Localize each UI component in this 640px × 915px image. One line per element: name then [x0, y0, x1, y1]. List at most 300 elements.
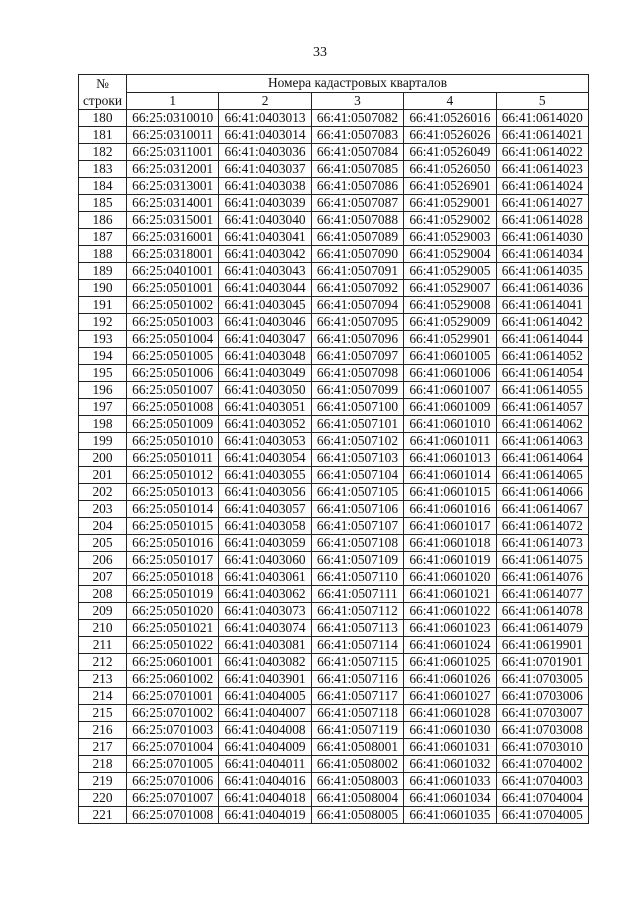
cadastral-number-cell: 66:25:0501019: [127, 586, 219, 603]
table-row: [79, 229, 589, 246]
row-number: 191: [79, 297, 127, 314]
cadastral-number-cell: 66:25:0701004: [127, 739, 219, 756]
cadastral-number-cell: 66:25:0501002: [127, 297, 219, 314]
cadastral-number-cell: 66:25:0501006: [127, 365, 219, 382]
cadastral-number-cell: 66:41:0507107: [311, 518, 403, 535]
cadastral-number-cell: 66:41:0507083: [311, 127, 403, 144]
cadastral-number-cell: 66:41:0601011: [404, 433, 496, 450]
cadastral-number-cell: 66:41:0507090: [311, 246, 403, 263]
cadastral-number-cell: 66:25:0315001: [127, 212, 219, 229]
cadastral-number-cell: 66:41:0529901: [404, 331, 496, 348]
cadastral-number-cell: 66:25:0501013: [127, 484, 219, 501]
cadastral-number-cell: 66:41:0507086: [311, 178, 403, 195]
cadastral-number-cell: 66:41:0403056: [219, 484, 311, 501]
number-symbol: №: [96, 76, 109, 91]
cadastral-number-cell: 66:41:0403081: [219, 637, 311, 654]
row-number: 200: [79, 450, 127, 467]
cadastral-number-cell: 66:41:0701901: [496, 654, 588, 671]
cadastral-number-cell: 66:41:0507116: [311, 671, 403, 688]
cadastral-number-cell: 66:41:0601021: [404, 586, 496, 603]
cadastral-number-cell: 66:41:0403061: [219, 569, 311, 586]
cadastral-number-cell: 66:41:0507087: [311, 195, 403, 212]
cadastral-number-cell: 66:41:0403044: [219, 280, 311, 297]
row-number: 182: [79, 144, 127, 161]
row-number: 199: [79, 433, 127, 450]
cadastral-number-cell: 66:41:0507112: [311, 603, 403, 620]
group-title: Номера кадастровых кварталов: [127, 75, 589, 93]
row-number: 210: [79, 620, 127, 637]
row-number: 190: [79, 280, 127, 297]
page-number: 33: [313, 45, 327, 60]
cadastral-number-cell: 66:25:0701005: [127, 756, 219, 773]
cadastral-number-cell: 66:41:0526901: [404, 178, 496, 195]
row-number: 203: [79, 501, 127, 518]
cadastral-number-cell: 66:41:0601023: [404, 620, 496, 637]
row-number: 218: [79, 756, 127, 773]
cadastral-number-cell: 66:41:0404011: [219, 756, 311, 773]
cadastral-number-cell: 66:25:0318001: [127, 246, 219, 263]
cadastral-number-cell: 66:41:0601034: [404, 790, 496, 807]
cadastral-number-cell: 66:25:0501001: [127, 280, 219, 297]
cadastral-number-cell: 66:41:0614024: [496, 178, 588, 195]
table-row: [79, 246, 589, 263]
cadastral-number-cell: 66:41:0403039: [219, 195, 311, 212]
column-number-header: 3: [311, 92, 403, 110]
cadastral-number-cell: 66:25:0501018: [127, 569, 219, 586]
row-number: 204: [79, 518, 127, 535]
table-row: [79, 535, 589, 552]
cadastral-number-cell: 66:25:0501004: [127, 331, 219, 348]
cadastral-number-cell: 66:41:0601010: [404, 416, 496, 433]
cadastral-number-cell: 66:41:0403041: [219, 229, 311, 246]
row-number: 196: [79, 382, 127, 399]
cadastral-number-cell: 66:41:0704002: [496, 756, 588, 773]
cadastral-number-cell: 66:41:0614072: [496, 518, 588, 535]
cadastral-number-cell: 66:41:0614020: [496, 110, 588, 127]
table-row: [79, 450, 589, 467]
cadastral-number-cell: 66:25:0701003: [127, 722, 219, 739]
cadastral-number-cell: 66:41:0601005: [404, 348, 496, 365]
cadastral-number-cell: 66:41:0601017: [404, 518, 496, 535]
cadastral-number-cell: 66:41:0507104: [311, 467, 403, 484]
cadastral-number-cell: 66:25:0701001: [127, 688, 219, 705]
cadastral-number-cell: 66:41:0403082: [219, 654, 311, 671]
row-number: 195: [79, 365, 127, 382]
cadastral-number-cell: 66:41:0526049: [404, 144, 496, 161]
cadastral-number-cell: 66:41:0529004: [404, 246, 496, 263]
cadastral-number-cell: 66:41:0614078: [496, 603, 588, 620]
cadastral-number-cell: 66:41:0601033: [404, 773, 496, 790]
cadastral-number-cell: 66:41:0703007: [496, 705, 588, 722]
table-row: [79, 314, 589, 331]
cadastral-number-cell: 66:41:0507115: [311, 654, 403, 671]
cadastral-number-cell: 66:41:0614041: [496, 297, 588, 314]
table-row: [79, 144, 589, 161]
cadastral-number-cell: 66:25:0501017: [127, 552, 219, 569]
table-row: [79, 161, 589, 178]
cadastral-number-cell: 66:41:0526016: [404, 110, 496, 127]
cadastral-number-cell: 66:25:0312001: [127, 161, 219, 178]
row-number: 186: [79, 212, 127, 229]
cadastral-number-cell: 66:41:0614076: [496, 569, 588, 586]
table-row: [79, 688, 589, 705]
row-number: 198: [79, 416, 127, 433]
cadastral-number-cell: 66:41:0404018: [219, 790, 311, 807]
cadastral-number-cell: 66:41:0507101: [311, 416, 403, 433]
cadastral-number-cell: 66:41:0703010: [496, 739, 588, 756]
cadastral-number-cell: 66:41:0507111: [311, 586, 403, 603]
table-row: [79, 399, 589, 416]
cadastral-number-cell: 66:41:0529001: [404, 195, 496, 212]
table-row: [79, 739, 589, 756]
row-number: 205: [79, 535, 127, 552]
cadastral-number-cell: 66:41:0601013: [404, 450, 496, 467]
cadastral-number-cell: 66:41:0403045: [219, 297, 311, 314]
cadastral-number-cell: 66:41:0529008: [404, 297, 496, 314]
cadastral-number-cell: 66:41:0403060: [219, 552, 311, 569]
cadastral-number-cell: 66:41:0507085: [311, 161, 403, 178]
cadastral-number-cell: 66:41:0508004: [311, 790, 403, 807]
table-row: [79, 297, 589, 314]
cadastral-number-cell: 66:41:0614030: [496, 229, 588, 246]
row-number: 220: [79, 790, 127, 807]
table-row: [79, 773, 589, 790]
row-number: 221: [79, 807, 127, 824]
row-number: 214: [79, 688, 127, 705]
row-number: 206: [79, 552, 127, 569]
cadastral-number-cell: 66:41:0704005: [496, 807, 588, 824]
cadastral-number-cell: 66:41:0507091: [311, 263, 403, 280]
row-number: 215: [79, 705, 127, 722]
cadastral-number-cell: 66:41:0403043: [219, 263, 311, 280]
cadastral-number-cell: 66:41:0507105: [311, 484, 403, 501]
cadastral-number-cell: 66:41:0404007: [219, 705, 311, 722]
table-row: [79, 790, 589, 807]
row-number: 180: [79, 110, 127, 127]
table-row: [79, 756, 589, 773]
cadastral-number-cell: 66:25:0701006: [127, 773, 219, 790]
cadastral-number-cell: 66:41:0614065: [496, 467, 588, 484]
row-number: 183: [79, 161, 127, 178]
row-number: 188: [79, 246, 127, 263]
cadastral-number-cell: 66:41:0703008: [496, 722, 588, 739]
cadastral-number-cell: 66:41:0507095: [311, 314, 403, 331]
cadastral-number-cell: 66:41:0601027: [404, 688, 496, 705]
cadastral-number-cell: 66:41:0529005: [404, 263, 496, 280]
cadastral-number-cell: 66:41:0614027: [496, 195, 588, 212]
cadastral-number-cell: 66:41:0614067: [496, 501, 588, 518]
cadastral-number-cell: 66:41:0403053: [219, 433, 311, 450]
row-number: 184: [79, 178, 127, 195]
table-row: [79, 722, 589, 739]
cadastral-number-cell: 66:41:0614034: [496, 246, 588, 263]
row-number: 202: [79, 484, 127, 501]
cadastral-number-cell: 66:25:0501009: [127, 416, 219, 433]
column-number-header: 2: [219, 92, 311, 110]
cadastral-number-cell: 66:41:0403051: [219, 399, 311, 416]
row-number: 216: [79, 722, 127, 739]
column-number-header: 4: [404, 92, 496, 110]
cadastral-number-cell: 66:41:0508001: [311, 739, 403, 756]
cadastral-number-cell: 66:25:0501010: [127, 433, 219, 450]
cadastral-number-cell: 66:41:0601006: [404, 365, 496, 382]
row-number: 219: [79, 773, 127, 790]
cadastral-number-cell: 66:25:0601002: [127, 671, 219, 688]
cadastral-number-cell: 66:41:0403059: [219, 535, 311, 552]
cadastral-number-cell: 66:41:0614079: [496, 620, 588, 637]
cadastral-number-cell: 66:41:0529002: [404, 212, 496, 229]
row-number: 193: [79, 331, 127, 348]
cadastral-number-cell: 66:41:0704003: [496, 773, 588, 790]
cadastral-number-cell: 66:41:0403073: [219, 603, 311, 620]
cadastral-number-cell: 66:25:0316001: [127, 229, 219, 246]
cadastral-number-cell: 66:41:0403036: [219, 144, 311, 161]
cadastral-number-cell: 66:41:0601022: [404, 603, 496, 620]
cadastral-number-cell: 66:41:0601018: [404, 535, 496, 552]
cadastral-number-cell: 66:41:0507114: [311, 637, 403, 654]
cadastral-number-cell: 66:25:0501011: [127, 450, 219, 467]
cadastral-number-cell: 66:41:0403048: [219, 348, 311, 365]
cadastral-number-cell: 66:41:0614023: [496, 161, 588, 178]
table-row: [79, 365, 589, 382]
cadastral-number-cell: 66:41:0507113: [311, 620, 403, 637]
table-row: [79, 348, 589, 365]
cadastral-number-cell: 66:25:0314001: [127, 195, 219, 212]
table-row: [79, 552, 589, 569]
cadastral-number-cell: 66:41:0614064: [496, 450, 588, 467]
cadastral-number-cell: 66:25:0401001: [127, 263, 219, 280]
cadastral-number-cell: 66:41:0508002: [311, 756, 403, 773]
row-number: 194: [79, 348, 127, 365]
cadastral-number-cell: 66:41:0507089: [311, 229, 403, 246]
table-row: [79, 518, 589, 535]
cadastral-number-cell: 66:41:0403042: [219, 246, 311, 263]
cadastral-number-cell: 66:41:0403074: [219, 620, 311, 637]
cadastral-number-cell: 66:25:0313001: [127, 178, 219, 195]
cadastral-number-cell: 66:41:0507097: [311, 348, 403, 365]
table-row: [79, 110, 589, 127]
table-row: [79, 195, 589, 212]
row-number: 189: [79, 263, 127, 280]
cadastral-number-cell: 66:41:0403049: [219, 365, 311, 382]
cadastral-number-cell: 66:41:0404008: [219, 722, 311, 739]
table-row: [79, 212, 589, 229]
row-number: 208: [79, 586, 127, 603]
cadastral-number-cell: 66:41:0601019: [404, 552, 496, 569]
cadastral-number-cell: 66:41:0507119: [311, 722, 403, 739]
cadastral-number-cell: 66:41:0507108: [311, 535, 403, 552]
cadastral-number-cell: 66:41:0614022: [496, 144, 588, 161]
row-number: 197: [79, 399, 127, 416]
cadastral-number-cell: 66:41:0614055: [496, 382, 588, 399]
cadastral-number-cell: 66:41:0507103: [311, 450, 403, 467]
cadastral-number-cell: 66:41:0614057: [496, 399, 588, 416]
cadastral-number-cell: 66:41:0601028: [404, 705, 496, 722]
table-row: [79, 467, 589, 484]
cadastral-number-cell: 66:41:0404005: [219, 688, 311, 705]
cadastral-number-cell: 66:41:0403013: [219, 110, 311, 127]
cadastral-number-cell: 66:41:0507088: [311, 212, 403, 229]
cadastral-number-cell: 66:41:0404009: [219, 739, 311, 756]
cadastral-number-cell: 66:41:0403055: [219, 467, 311, 484]
cadastral-number-cell: 66:41:0403054: [219, 450, 311, 467]
column-number-header: 1: [127, 92, 219, 110]
cadastral-number-cell: 66:41:0507096: [311, 331, 403, 348]
cadastral-number-cell: 66:41:0403062: [219, 586, 311, 603]
table-row: [79, 331, 589, 348]
cadastral-number-cell: 66:41:0507098: [311, 365, 403, 382]
cadastral-number-cell: 66:41:0529003: [404, 229, 496, 246]
cadastral-number-cell: 66:41:0601024: [404, 637, 496, 654]
table-row: [79, 637, 589, 654]
cadastral-number-cell: 66:25:0310010: [127, 110, 219, 127]
cadastral-number-cell: 66:41:0601026: [404, 671, 496, 688]
cadastral-number-cell: 66:41:0403052: [219, 416, 311, 433]
cadastral-number-cell: 66:41:0526050: [404, 161, 496, 178]
cadastral-number-cell: 66:41:0403040: [219, 212, 311, 229]
cadastral-number-cell: 66:41:0614042: [496, 314, 588, 331]
cadastral-number-cell: 66:41:0614073: [496, 535, 588, 552]
cadastral-number-cell: 66:41:0507106: [311, 501, 403, 518]
row-number: 212: [79, 654, 127, 671]
cadastral-number-cell: 66:41:0619901: [496, 637, 588, 654]
cadastral-table: [78, 74, 589, 824]
cadastral-number-cell: 66:41:0601007: [404, 382, 496, 399]
cadastral-number-cell: 66:41:0601015: [404, 484, 496, 501]
cadastral-number-cell: 66:41:0601025: [404, 654, 496, 671]
cadastral-number-cell: 66:25:0501008: [127, 399, 219, 416]
table-row: [79, 501, 589, 518]
cadastral-number-cell: 66:41:0507092: [311, 280, 403, 297]
cadastral-number-cell: 66:25:0501020: [127, 603, 219, 620]
cadastral-number-cell: 66:41:0507082: [311, 110, 403, 127]
cadastral-number-cell: 66:41:0704004: [496, 790, 588, 807]
cadastral-number-cell: 66:41:0601014: [404, 467, 496, 484]
cadastral-number-cell: 66:41:0601032: [404, 756, 496, 773]
cadastral-number-cell: 66:25:0311001: [127, 144, 219, 161]
row-number: 185: [79, 195, 127, 212]
cadastral-number-cell: 66:25:0501012: [127, 467, 219, 484]
cadastral-number-cell: 66:41:0507099: [311, 382, 403, 399]
table-row: [79, 620, 589, 637]
table-row: [79, 671, 589, 688]
row-number: 217: [79, 739, 127, 756]
cadastral-number-cell: 66:41:0526026: [404, 127, 496, 144]
cadastral-number-cell: 66:41:0507102: [311, 433, 403, 450]
cadastral-number-cell: 66:41:0507110: [311, 569, 403, 586]
column-number-header: 5: [496, 92, 588, 110]
cadastral-number-cell: 66:41:0601009: [404, 399, 496, 416]
row-number: 209: [79, 603, 127, 620]
cadastral-number-cell: 66:41:0601030: [404, 722, 496, 739]
cadastral-number-cell: 66:25:0701002: [127, 705, 219, 722]
row-number: 181: [79, 127, 127, 144]
cadastral-number-cell: 66:41:0614021: [496, 127, 588, 144]
cadastral-number-cell: 66:25:0501016: [127, 535, 219, 552]
cadastral-number-cell: 66:41:0601020: [404, 569, 496, 586]
cadastral-number-cell: 66:41:0529007: [404, 280, 496, 297]
table-row: [79, 127, 589, 144]
table-row: [79, 416, 589, 433]
cadastral-number-cell: 66:41:0614054: [496, 365, 588, 382]
cadastral-number-cell: 66:41:0507084: [311, 144, 403, 161]
cadastral-number-cell: 66:25:0501005: [127, 348, 219, 365]
cadastral-number-cell: 66:41:0403014: [219, 127, 311, 144]
cadastral-number-cell: 66:41:0614044: [496, 331, 588, 348]
cadastral-number-cell: 66:41:0529009: [404, 314, 496, 331]
cadastral-number-cell: 66:25:0701008: [127, 807, 219, 824]
cadastral-number-cell: 66:25:0501003: [127, 314, 219, 331]
cadastral-number-cell: 66:41:0614036: [496, 280, 588, 297]
cadastral-number-cell: 66:41:0507109: [311, 552, 403, 569]
cadastral-number-cell: 66:41:0404019: [219, 807, 311, 824]
cadastral-number-cell: 66:41:0403058: [219, 518, 311, 535]
row-number: 211: [79, 637, 127, 654]
cadastral-number-cell: 66:41:0403037: [219, 161, 311, 178]
table-row: [79, 433, 589, 450]
table-row: [79, 705, 589, 722]
table-row: [79, 484, 589, 501]
cadastral-number-cell: 66:25:0601001: [127, 654, 219, 671]
row-number: 192: [79, 314, 127, 331]
cadastral-number-cell: 66:41:0614062: [496, 416, 588, 433]
cadastral-number-cell: 66:41:0703005: [496, 671, 588, 688]
cadastral-number-cell: 66:25:0501007: [127, 382, 219, 399]
cadastral-number-cell: 66:41:0507094: [311, 297, 403, 314]
cadastral-number-cell: 66:41:0507117: [311, 688, 403, 705]
cadastral-number-cell: 66:41:0403057: [219, 501, 311, 518]
cadastral-number-cell: 66:41:0507100: [311, 399, 403, 416]
cadastral-number-cell: 66:41:0403046: [219, 314, 311, 331]
row-number-header: [79, 75, 127, 110]
cadastral-number-cell: 66:41:0508003: [311, 773, 403, 790]
cadastral-number-cell: 66:41:0403047: [219, 331, 311, 348]
cadastral-number-cell: 66:41:0614063: [496, 433, 588, 450]
cadastral-number-cell: 66:41:0614052: [496, 348, 588, 365]
row-number: 207: [79, 569, 127, 586]
row-number: 187: [79, 229, 127, 246]
table-row: [79, 569, 589, 586]
cadastral-number-cell: 66:41:0614028: [496, 212, 588, 229]
cadastral-number-cell: 66:41:0614075: [496, 552, 588, 569]
row-label: строки: [82, 93, 123, 108]
table-row: [79, 178, 589, 195]
row-number: 201: [79, 467, 127, 484]
cadastral-number-cell: 66:25:0501015: [127, 518, 219, 535]
cadastral-number-cell: 66:25:0701007: [127, 790, 219, 807]
cadastral-number-cell: 66:41:0614066: [496, 484, 588, 501]
cadastral-number-cell: 66:41:0403038: [219, 178, 311, 195]
cadastral-number-cell: 66:41:0507118: [311, 705, 403, 722]
cadastral-number-cell: 66:25:0310011: [127, 127, 219, 144]
cadastral-number-cell: 66:41:0404016: [219, 773, 311, 790]
cadastral-number-cell: 66:41:0614077: [496, 586, 588, 603]
table-row: [79, 654, 589, 671]
cadastral-number-cell: 66:25:0501021: [127, 620, 219, 637]
cadastral-number-cell: 66:25:0501022: [127, 637, 219, 654]
cadastral-number-cell: 66:25:0501014: [127, 501, 219, 518]
cadastral-number-cell: 66:41:0601035: [404, 807, 496, 824]
row-number: 213: [79, 671, 127, 688]
table-row: [79, 382, 589, 399]
table-row: [79, 280, 589, 297]
cadastral-number-cell: 66:41:0403901: [219, 671, 311, 688]
table-row: [79, 603, 589, 620]
cadastral-number-cell: 66:41:0614035: [496, 263, 588, 280]
cadastral-number-cell: 66:41:0703006: [496, 688, 588, 705]
cadastral-number-cell: 66:41:0508005: [311, 807, 403, 824]
cadastral-number-cell: 66:41:0601016: [404, 501, 496, 518]
